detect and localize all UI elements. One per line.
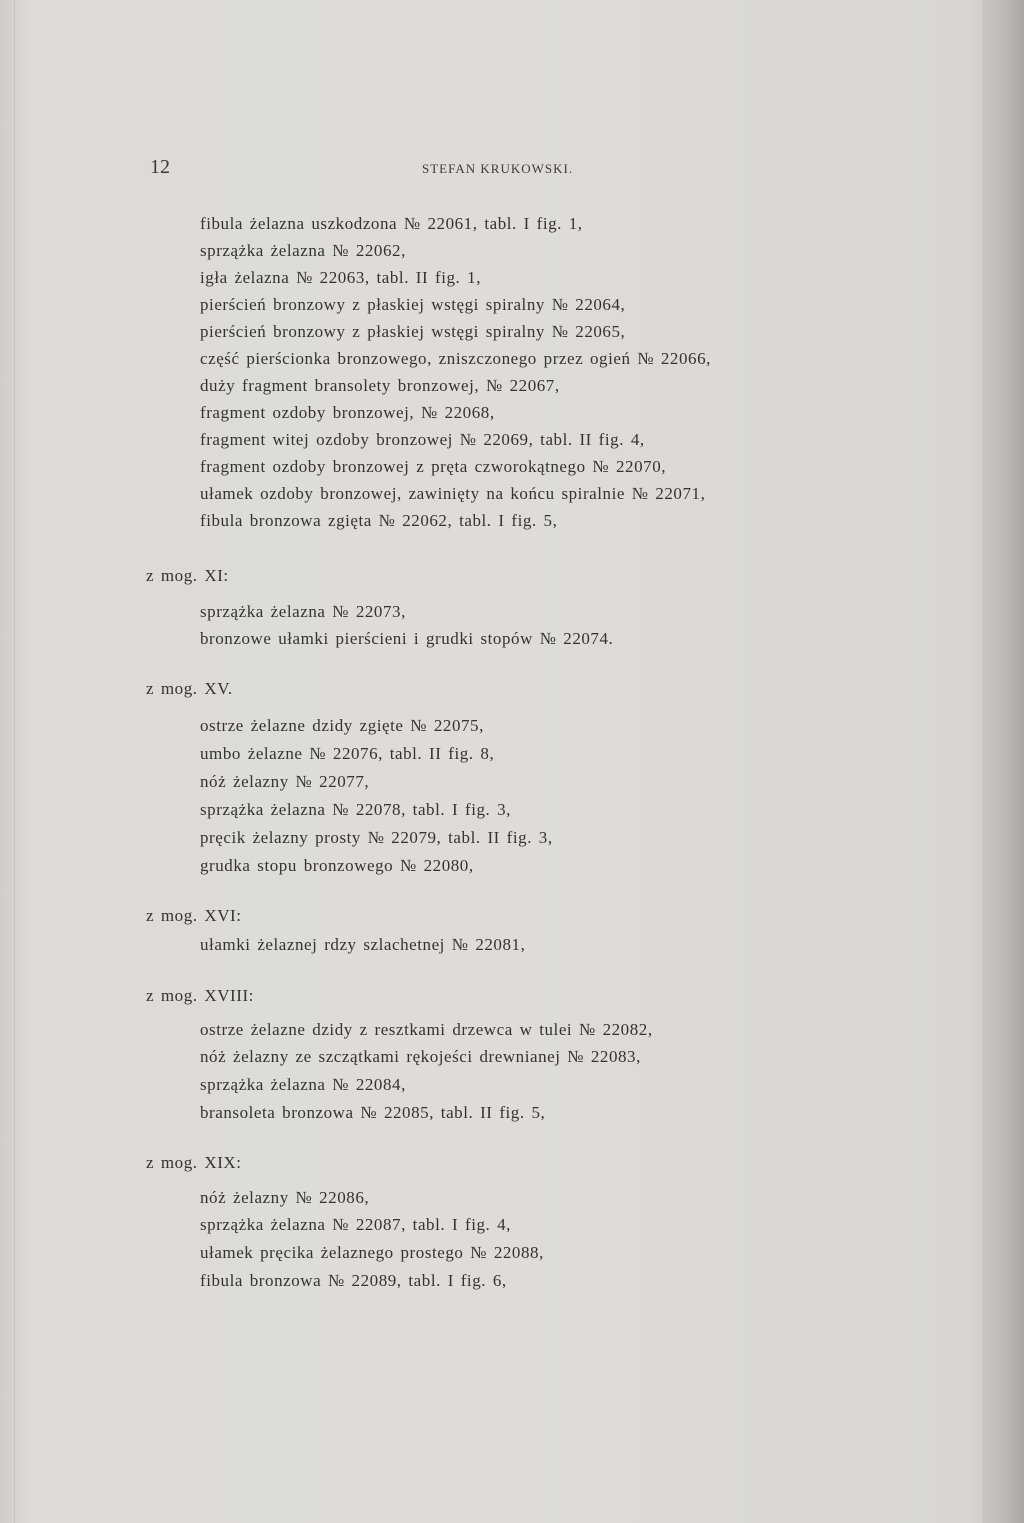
mound-heading: z mog. XV. — [146, 679, 233, 698]
page-edge-line — [14, 0, 15, 1523]
list-item: część pierścionka bronzowego, zniszczonego przez ogień № 22066, — [200, 349, 711, 368]
list-item: ułamki żelaznej rdzy szlachetnej № 22081, — [200, 935, 526, 954]
list-item: ułamek ozdoby bronzowej, zawinięty na końcu spiralnie № 22071, — [200, 484, 706, 503]
list-item: sprzążka żelazna № 22084, — [200, 1075, 406, 1094]
list-item: fibula żelazna uszkodzona № 22061, tabl. I fig. 1, — [200, 214, 583, 233]
list-item: nóż żelazny № 22077, — [200, 772, 370, 791]
list-item: sprzążka żelazna № 22073, — [200, 602, 406, 621]
list-item: nóż żelazny ze szczątkami rękojeści drewnianej № 22083, — [200, 1047, 641, 1066]
list-item: ostrze żelazne dzidy zgięte № 22075, — [200, 716, 484, 735]
list-item: igła żelazna № 22063, tabl. II fig. 1, — [200, 268, 482, 287]
list-item: nóż żelazny № 22086, — [200, 1188, 370, 1207]
mound-heading: z mog. XVI: — [146, 906, 242, 925]
list-item: fibula bronzowa № 22089, tabl. I fig. 6, — [200, 1271, 507, 1290]
mound-heading: z mog. XVIII: — [146, 986, 254, 1005]
list-item: fragment ozdoby bronzowej z pręta czworokątnego № 22070, — [200, 457, 667, 476]
list-item: umbo żelazne № 22076, tabl. II fig. 8, — [200, 744, 495, 763]
adjacent-page-strip — [982, 0, 1024, 1523]
list-item: fibula bronzowa zgięta № 22062, tabl. I fig. 5, — [200, 511, 558, 530]
mound-heading: z mog. XI: — [146, 566, 229, 585]
list-item: fragment witej ozdoby bronzowej № 22069, tabl. II fig. 4, — [200, 430, 645, 449]
list-item: sprzążka żelazna № 22078, tabl. I fig. 3, — [200, 800, 511, 819]
list-item: duży fragment bransolety bronzowej, № 22067, — [200, 376, 560, 395]
list-item: sprzążka żelazna № 22062, — [200, 241, 406, 260]
page-header — [0, 156, 1024, 186]
list-item: bronzowe ułamki pierścieni i grudki stopów № 22074. — [200, 629, 614, 648]
mound-heading: z mog. XIX: — [146, 1153, 242, 1172]
page-number: 12 — [150, 156, 170, 178]
list-item: ułamek pręcika żelaznego prostego № 22088, — [200, 1243, 544, 1262]
list-item: grudka stopu bronzowego № 22080, — [200, 856, 474, 875]
list-item: bransoleta bronzowa № 22085, tabl. II fig. 5, — [200, 1103, 546, 1122]
list-item: ostrze żelazne dzidy z resztkami drzewca w tulei № 22082, — [200, 1020, 653, 1039]
list-item: fragment ozdoby bronzowej, № 22068, — [200, 403, 495, 422]
list-item: pierścień bronzowy z płaskiej wstęgi spiralny № 22064, — [200, 295, 626, 314]
list-item: pierścień bronzowy z płaskiej wstęgi spiralny № 22065, — [200, 322, 626, 341]
running-head: STEFAN KRUKOWSKI. — [422, 161, 574, 176]
list-item: sprzążka żelazna № 22087, tabl. I fig. 4, — [200, 1215, 511, 1234]
list-item: pręcik żelazny prosty № 22079, tabl. II fig. 3, — [200, 828, 553, 847]
